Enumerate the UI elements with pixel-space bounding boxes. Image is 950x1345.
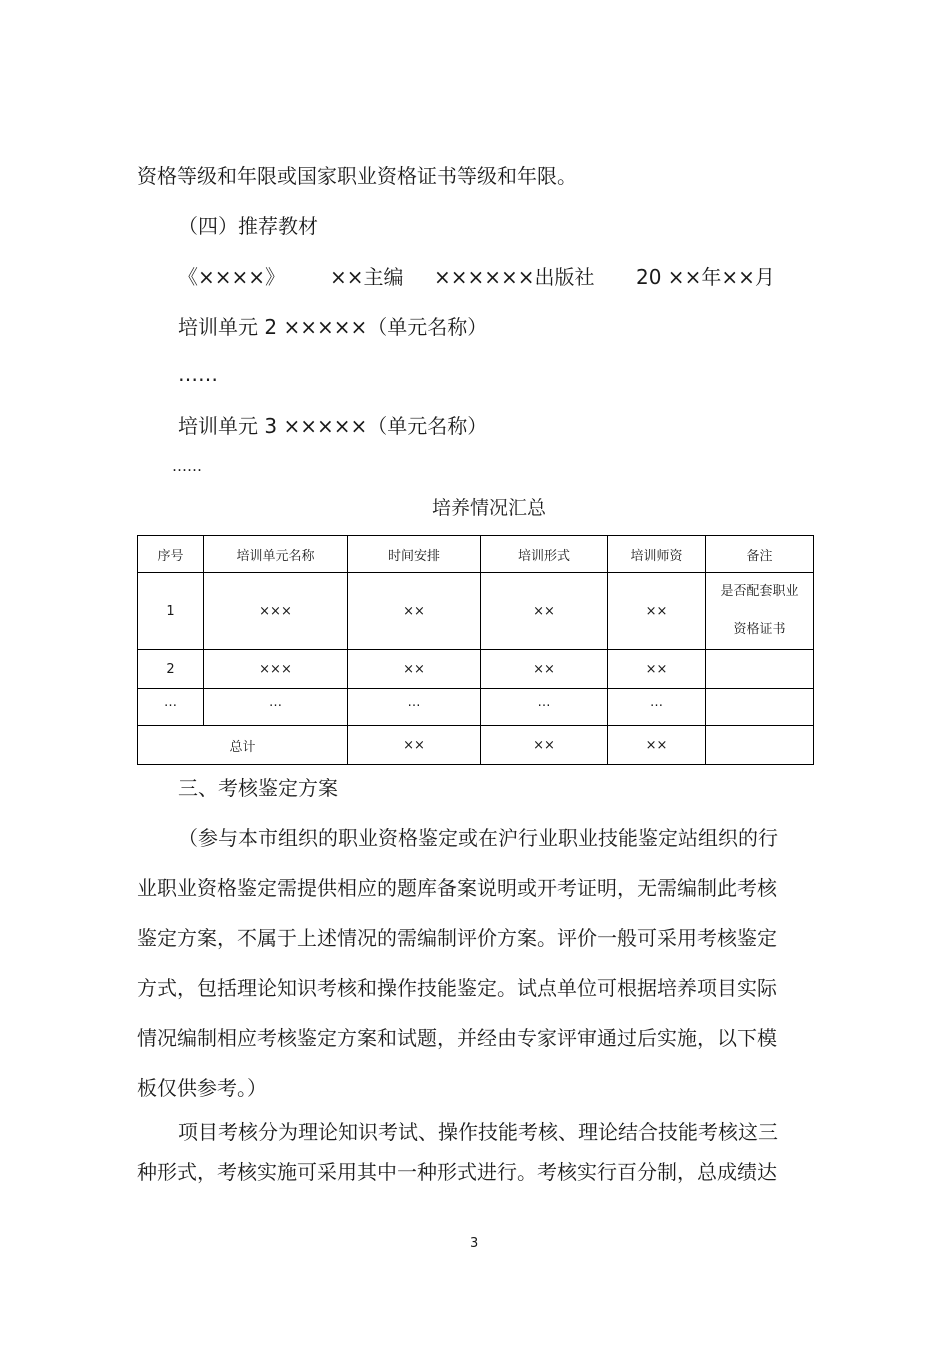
para1-line: （参与本市组织的职业资格鉴定或在沪行业职业技能鉴定站组织的行 — [178, 826, 778, 850]
header-cell: 时间安排 — [348, 536, 481, 573]
para1-line: 板仅供参考。） — [137, 1076, 267, 1100]
para1-line: 情况编制相应考核鉴定方案和试题，并经由专家评审通过后实施，以下模 — [137, 1026, 777, 1050]
remark-line: 资格证书 — [733, 622, 786, 637]
table-cell: ×× — [348, 650, 481, 689]
para2-line: 项目考核分为理论知识考试、操作技能考核、理论结合技能考核这三 — [178, 1120, 778, 1144]
header-cell: 备注 — [706, 536, 814, 573]
remark-cell — [706, 573, 814, 650]
table-cell: … — [204, 689, 348, 726]
header-cell: 序号 — [138, 536, 204, 573]
section3-heading: 三、考核鉴定方案 — [178, 776, 338, 800]
table-cell: ×× — [608, 573, 706, 650]
table-cell: … — [138, 689, 204, 726]
textbook-date: 20 ××年××月 — [636, 265, 775, 289]
unit3-line: 培训单元 3 ×××××（单元名称） — [178, 414, 488, 438]
para1-line: 业职业资格鉴定需提供相应的题库备案说明或开考证明，无需编制此考核 — [137, 876, 777, 900]
summary-table — [137, 535, 814, 765]
header-cell: 培训单元名称 — [204, 536, 348, 573]
textbook-title: 《××××》 — [178, 265, 286, 289]
table-cell: ×× — [481, 726, 608, 765]
textbook-editor: ××主编 — [330, 265, 404, 289]
table-cell — [706, 689, 814, 726]
table-cell: ×× — [608, 650, 706, 689]
table-row — [138, 650, 814, 689]
section-materials-heading: （四）推荐教材 — [178, 214, 318, 238]
table-cell: ×× — [348, 573, 481, 650]
header-cell: 培训师资 — [608, 536, 706, 573]
table-header-row — [138, 536, 814, 573]
table-cell: ××× — [204, 573, 348, 650]
table-cell: 1 — [138, 573, 204, 650]
table-cell — [706, 726, 814, 765]
para1-line: 鉴定方案，不属于上述情况的需编制评价方案。评价一般可采用考核鉴定 — [137, 926, 777, 950]
ellipsis-1: …… — [178, 362, 218, 386]
table-caption: 培养情况汇总 — [432, 497, 547, 519]
table-cell: ×× — [608, 726, 706, 765]
table-cell: … — [348, 689, 481, 726]
top-text-line: 资格等级和年限或国家职业资格证书等级和年限。 — [137, 164, 577, 188]
total-label-cell: 总计 — [138, 726, 348, 765]
table-row — [138, 689, 814, 726]
table-cell: 2 — [138, 650, 204, 689]
table-cell: … — [608, 689, 706, 726]
table-cell: … — [481, 689, 608, 726]
para1-line: 方式，包括理论知识考核和操作技能鉴定。试点单位可根据培养项目实际 — [137, 976, 777, 1000]
ellipsis-2: …… — [172, 457, 202, 475]
table-cell: ×× — [481, 650, 608, 689]
table-cell: ×× — [481, 573, 608, 650]
unit2-line: 培训单元 2 ×××××（单元名称） — [178, 315, 488, 339]
para2-line: 种形式，考核实施可采用其中一种形式进行。考核实行百分制，总成绩达 — [137, 1160, 777, 1184]
page-number: 3 — [470, 1236, 479, 1251]
table-cell: ×× — [348, 726, 481, 765]
table-cell: ××× — [204, 650, 348, 689]
header-cell: 培训形式 — [481, 536, 608, 573]
table-cell — [706, 650, 814, 689]
table-row — [138, 573, 814, 650]
textbook-publisher: ××××××出版社 — [434, 265, 595, 289]
remark-line: 是否配套职业 — [720, 584, 799, 599]
table-total-row — [138, 726, 814, 765]
